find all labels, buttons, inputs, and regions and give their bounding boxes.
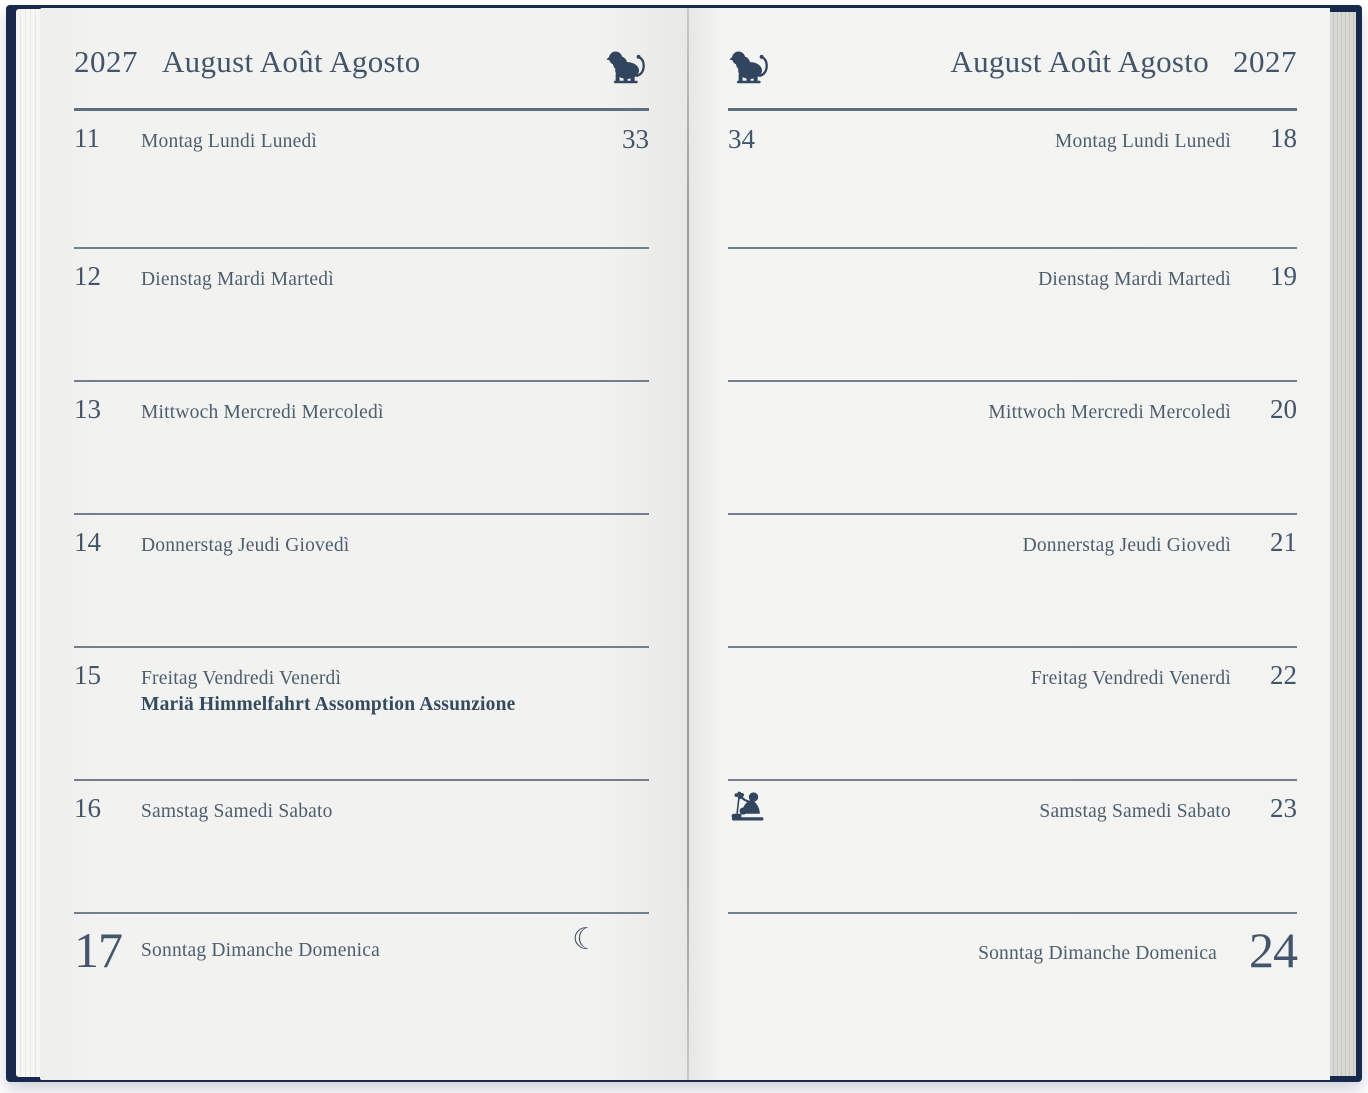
day-names: Mittwoch Mercredi Mercoledì <box>988 402 1231 423</box>
day-names: Dienstag Mardi Martedì <box>141 269 334 290</box>
day-names: Sonntag Dimanche Domenica <box>141 940 380 961</box>
week-number: 33 <box>622 124 649 154</box>
day-names: Freitag Vendredi Venerdì <box>141 668 342 689</box>
day-row-sunday <box>74 912 649 1079</box>
day-row <box>74 247 649 382</box>
day-names: Dienstag Mardi Martedì <box>1038 269 1231 290</box>
day-row <box>728 646 1297 781</box>
day-row <box>728 247 1297 382</box>
day-names: Donnerstag Jeudi Giovedì <box>1022 535 1231 556</box>
day-number: 17 <box>74 922 122 978</box>
day-names: Sonntag Dimanche Domenica <box>978 943 1217 964</box>
leo-lion-icon <box>728 48 774 91</box>
page-stack-left-edge <box>16 9 42 1077</box>
day-number: 14 <box>74 527 101 557</box>
day-number: 15 <box>74 660 101 690</box>
center-gutter <box>687 8 689 1080</box>
leo-lion-icon <box>605 48 651 91</box>
day-number: 12 <box>74 261 101 291</box>
day-number: 19 <box>1270 261 1297 291</box>
day-number: 16 <box>74 793 101 823</box>
day-number: 11 <box>74 123 100 153</box>
day-row <box>728 380 1297 515</box>
day-names: Samstag Samedi Sabato <box>141 801 333 822</box>
diary-book-cover <box>6 5 1362 1082</box>
day-number: 13 <box>74 394 101 424</box>
day-number: 24 <box>1249 922 1297 978</box>
year-label: 2027 <box>74 44 138 79</box>
day-names: Freitag Vendredi Venerdì <box>1030 668 1231 689</box>
day-names: Montag Lundi Lunedì <box>1054 131 1231 152</box>
left-page <box>40 8 689 1080</box>
day-number: 22 <box>1270 660 1297 690</box>
day-number: 20 <box>1270 394 1297 424</box>
day-row <box>74 513 649 648</box>
week-number: 34 <box>728 124 755 154</box>
day-number: 21 <box>1270 527 1297 557</box>
month-label: August Août Agosto <box>162 44 421 79</box>
day-names: Montag Lundi Lunedì <box>141 131 318 152</box>
day-number: 18 <box>1270 123 1297 153</box>
right-page <box>689 8 1330 1080</box>
day-row-sunday <box>728 912 1297 1079</box>
day-row <box>728 513 1297 648</box>
holiday-label: Mariä Himmelfahrt Assomption Assunzione <box>141 694 516 716</box>
day-row <box>728 108 1297 250</box>
right-page-header <box>728 44 1297 106</box>
left-page-header <box>74 44 649 106</box>
last-quarter-moon-icon: ☾ <box>572 922 599 957</box>
day-row <box>74 779 649 914</box>
day-row <box>74 380 649 515</box>
day-row <box>74 108 649 250</box>
page-stack-right-edge <box>1330 12 1356 1076</box>
day-row <box>728 779 1297 914</box>
day-names: Mittwoch Mercredi Mercoledì <box>141 402 384 423</box>
day-names: Donnerstag Jeudi Giovedì <box>141 535 350 556</box>
day-names: Samstag Samedi Sabato <box>1039 801 1231 822</box>
year-label: 2027 <box>1233 44 1297 79</box>
virgo-maiden-icon <box>728 789 770 830</box>
day-row <box>74 646 649 781</box>
month-label: August Août Agosto <box>950 44 1209 79</box>
day-number: 23 <box>1270 793 1297 823</box>
